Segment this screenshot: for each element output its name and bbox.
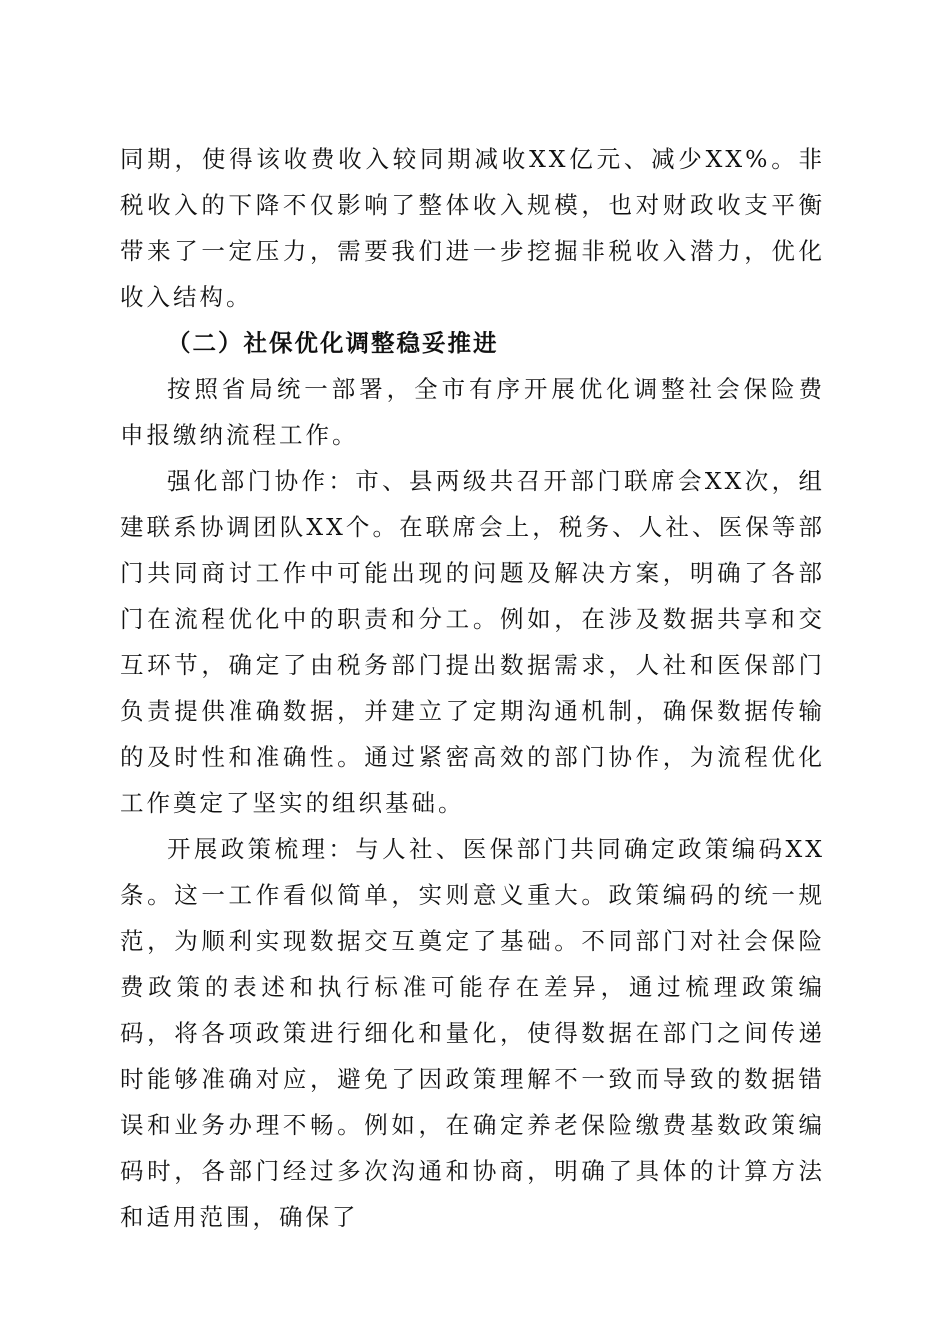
paragraph-deployment: 按照省局统一部署，全市有序开展优化调整社会保险费申报缴纳流程工作。 bbox=[120, 375, 825, 449]
paragraph-department-coordination: 强化部门协作：市、县两级共召开部门联席会XX次，组建联系协调团队XX个。在联席会上，税务、人社、医保等部门共同商讨工作中可能出现的问题及解决方案，明确了各部门在流程优化中的职责和分工。例如，在涉及数据共享和交互环节，确定了由税务部门提出数据需求，人社和医保部门负责提供准确数据，并建立了定期沟通机制，确保数据传输的及时性和准确性。通过紧密高效的部门协作，为流程优化工作奠定了坚实的组织基础。 bbox=[120, 467, 825, 817]
section-heading: （二）社保优化调整稳妥推进 bbox=[167, 329, 499, 357]
paragraph-policy-review: 开展政策梳理：与人社、医保部门共同确定政策编码XX条。这一工作看似简单，实则意义重大。政策编码的统一规范，为顺利实现数据交互奠定了基础。不同部门对社会保险费政策的表述和执行标准可能存在差异，通过梳理政策编码，将各项政策进行细化和量化，使得数据在部门之间传递时能够准确对应，避免了因政策理解不一致而导致的数据错误和业务办理不畅。例如，在确定养老保险缴费基数政策编码时，各部门经过多次沟通和协商，明确了具体的计算方法和适用范围，确保了 bbox=[120, 835, 825, 1231]
document-page bbox=[120, 136, 825, 1240]
paragraph-continuation: 同期，使得该收费收入较同期减收XX亿元、减少XX%。非税收入的下降不仅影响了整体收入规模，也对财政收支平衡带来了一定压力，需要我们进一步挖掘非税收入潜力，优化收入结构。 bbox=[120, 145, 825, 311]
